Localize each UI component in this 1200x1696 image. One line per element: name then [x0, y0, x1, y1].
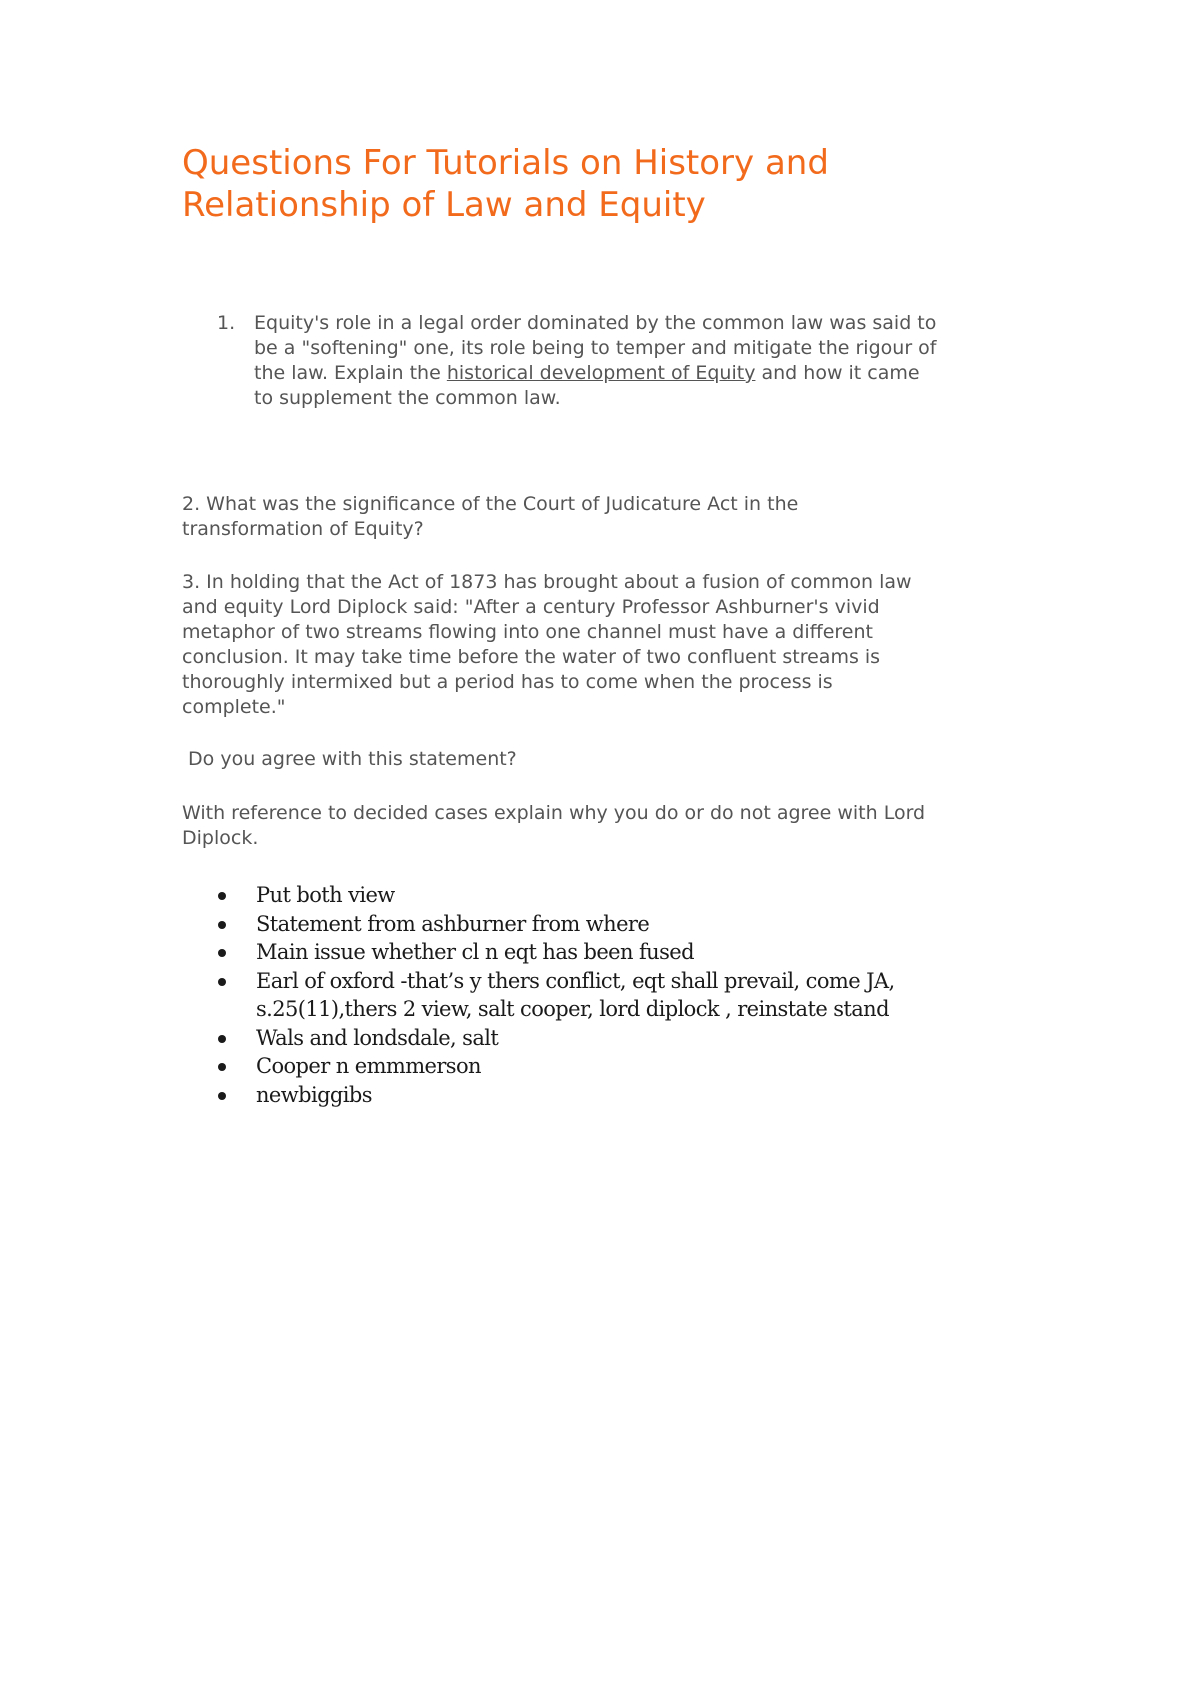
title-line-1: Questions For Tutorials on History and [182, 143, 829, 183]
list-item [218, 910, 1038, 939]
list-item [218, 967, 1038, 1024]
note-text: newbiggibs [256, 1082, 372, 1107]
question-3-line-4: conclusion. It may take time before the water of two confluent streams is [182, 646, 881, 668]
question-1-number: 1. [217, 312, 236, 334]
question-3 [182, 570, 1042, 720]
note-text: Earl of oxford -that’s y thers conflict, eqt shall prevail, come JA, [256, 968, 895, 993]
question-3-line-6: complete." [182, 696, 286, 718]
title-line-2: Relationship of Law and Equity [182, 185, 706, 225]
question-1-line-3-after: and how it came [755, 362, 920, 384]
question-2 [182, 492, 1042, 542]
question-3-line-5: thoroughly intermixed but a period has to come when the process is [182, 671, 833, 693]
note-text: Statement from ashburner from where [256, 911, 650, 936]
list-item [218, 881, 1038, 910]
bullet-icon [218, 949, 226, 957]
list-item [218, 1052, 1038, 1081]
reference-line-2: Diplock. [182, 827, 259, 849]
list-item [218, 938, 1038, 967]
bullet-icon [218, 892, 226, 900]
question-1-line-3-before: the law. Explain the [254, 362, 447, 384]
page-title [182, 142, 1002, 226]
reference-line-1: With reference to decided cases explain why you do or do not agree with Lord [182, 802, 926, 824]
list-item [218, 1024, 1038, 1053]
bullet-icon [218, 978, 226, 986]
question-1-text [254, 311, 1044, 411]
question-1-line-3 [254, 361, 1044, 386]
note-text: Cooper n emmmerson [256, 1054, 481, 1078]
question-2-line-1: 2. What was the significance of the Court of Judicature Act in the [182, 493, 799, 515]
bullet-icon [218, 1035, 226, 1043]
question-3-line-1: 3. In holding that the Act of 1873 has brought about a fusion of common law [182, 571, 912, 593]
question-3-line-2: and equity Lord Diplock said: "After a century Professor Ashburner's vivid [182, 596, 880, 618]
question-1-line-1: Equity's role in a legal order dominated by the common law was said to [254, 312, 937, 334]
question-1-line-4: to supplement the common law. [254, 387, 561, 409]
question-1-line-2: be a "softening" one, its role being to temper and mitigate the rigour of [254, 337, 937, 359]
historical-development-link[interactable]: historical development of Equity [446, 362, 756, 384]
list-item [218, 1081, 1038, 1110]
notes-list [218, 881, 1038, 1109]
bullet-icon [218, 921, 226, 929]
bullet-icon [218, 1092, 226, 1100]
bullet-icon [218, 1063, 226, 1071]
question-3-line-3: metaphor of two streams flowing into one channel must have a different [182, 621, 873, 643]
agree-question: Do you agree with this statement? [182, 748, 517, 770]
note-text: Wals and londsdale, salt [256, 1025, 499, 1050]
note-text: Main issue whether cl n eqt has been fused [256, 940, 694, 964]
note-text: Put both view [256, 883, 395, 907]
question-2-line-2: transformation of Equity? [182, 518, 424, 540]
reference-instruction [182, 801, 1042, 851]
note-text-continued: s.25(11),thers 2 view, salt cooper, lord diplock , reinstate stand [256, 997, 889, 1021]
